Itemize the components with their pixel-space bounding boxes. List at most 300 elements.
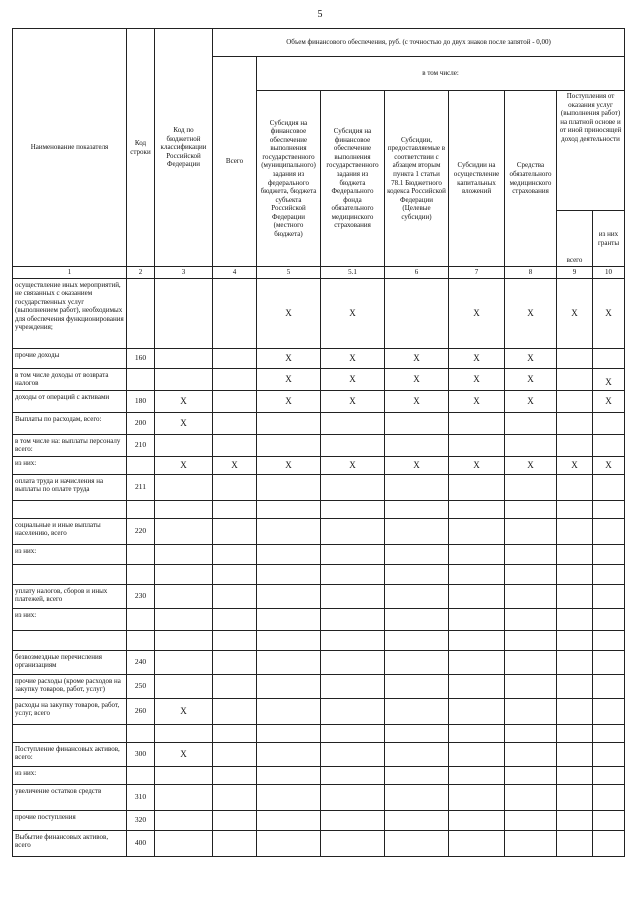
row-code bbox=[127, 278, 155, 348]
table-cell bbox=[557, 412, 593, 434]
table-cell bbox=[505, 810, 557, 830]
x-mark: X bbox=[449, 390, 505, 412]
x-mark: X bbox=[385, 368, 449, 390]
table-cell bbox=[557, 544, 593, 564]
table-cell bbox=[449, 500, 505, 518]
table-cell bbox=[557, 584, 593, 608]
table-cell bbox=[385, 564, 449, 584]
table-cell bbox=[449, 434, 505, 456]
table-cell bbox=[321, 830, 385, 856]
column-number: 5.1 bbox=[321, 267, 385, 279]
row-name: в том числе доходы от возврата налогов bbox=[13, 368, 127, 390]
x-mark: X bbox=[505, 368, 557, 390]
row-name bbox=[13, 500, 127, 518]
table-cell bbox=[321, 742, 385, 766]
table-cell bbox=[449, 650, 505, 674]
table-cell bbox=[593, 584, 625, 608]
table-cell bbox=[385, 810, 449, 830]
table-cell bbox=[321, 650, 385, 674]
row-code: 220 bbox=[127, 518, 155, 544]
table-cell bbox=[505, 474, 557, 500]
table-row bbox=[13, 766, 625, 784]
table-cell bbox=[449, 810, 505, 830]
x-mark: X bbox=[321, 348, 385, 368]
table-row bbox=[13, 434, 625, 456]
table-cell bbox=[385, 784, 449, 810]
x-mark: X bbox=[155, 390, 213, 412]
table-cell bbox=[557, 784, 593, 810]
table-cell bbox=[505, 518, 557, 544]
table-cell bbox=[557, 630, 593, 650]
table-cell bbox=[155, 674, 213, 698]
x-mark: X bbox=[593, 278, 625, 348]
table-cell bbox=[593, 348, 625, 368]
table-cell bbox=[505, 544, 557, 564]
table-cell bbox=[321, 608, 385, 630]
table-cell bbox=[321, 724, 385, 742]
table-cell bbox=[155, 650, 213, 674]
table-row bbox=[13, 456, 625, 474]
table-cell bbox=[505, 674, 557, 698]
table-row bbox=[13, 412, 625, 434]
x-mark: X bbox=[257, 348, 321, 368]
row-name: прочие доходы bbox=[13, 348, 127, 368]
table-row bbox=[13, 650, 625, 674]
table-cell bbox=[449, 564, 505, 584]
table-cell bbox=[385, 698, 449, 724]
table-cell bbox=[449, 474, 505, 500]
row-name bbox=[13, 724, 127, 742]
x-mark: X bbox=[385, 456, 449, 474]
table-cell bbox=[155, 724, 213, 742]
table-cell bbox=[213, 630, 257, 650]
x-mark: X bbox=[449, 456, 505, 474]
table-cell bbox=[385, 412, 449, 434]
row-name: из них: bbox=[13, 608, 127, 630]
table-cell bbox=[505, 742, 557, 766]
x-mark: X bbox=[505, 278, 557, 348]
row-code bbox=[127, 500, 155, 518]
table-cell bbox=[593, 830, 625, 856]
row-code bbox=[127, 630, 155, 650]
row-name: расходы на закупку товаров, работ, услуг, всего bbox=[13, 698, 127, 724]
table-cell bbox=[593, 500, 625, 518]
row-name: увеличение остатков средств bbox=[13, 784, 127, 810]
table-cell bbox=[505, 608, 557, 630]
table-cell bbox=[505, 698, 557, 724]
table-cell bbox=[385, 434, 449, 456]
table-cell bbox=[155, 564, 213, 584]
table-cell bbox=[321, 698, 385, 724]
table-cell bbox=[449, 518, 505, 544]
table-cell bbox=[213, 742, 257, 766]
table-cell bbox=[557, 518, 593, 544]
table-cell bbox=[321, 412, 385, 434]
table-row bbox=[13, 698, 625, 724]
table-cell bbox=[449, 742, 505, 766]
table-cell bbox=[593, 698, 625, 724]
table-cell bbox=[449, 724, 505, 742]
header-oms-funds: Средства обязательного медицинского страхования bbox=[505, 91, 557, 267]
table-cell bbox=[385, 766, 449, 784]
table-cell bbox=[257, 474, 321, 500]
row-name: уплату налогов, сборов и иных платежей, всего bbox=[13, 584, 127, 608]
row-code: 320 bbox=[127, 810, 155, 830]
table-cell bbox=[505, 630, 557, 650]
table-cell bbox=[155, 500, 213, 518]
row-name bbox=[13, 630, 127, 650]
table-cell bbox=[213, 724, 257, 742]
table-cell bbox=[213, 584, 257, 608]
table-row bbox=[13, 742, 625, 766]
x-mark: X bbox=[257, 278, 321, 348]
table-cell bbox=[213, 698, 257, 724]
x-mark: X bbox=[257, 390, 321, 412]
table-cell bbox=[213, 608, 257, 630]
header-subsidy-capital: Субсидии на осуществление капитальных вложений bbox=[449, 91, 505, 267]
row-code bbox=[127, 564, 155, 584]
table-cell bbox=[449, 412, 505, 434]
table-cell bbox=[505, 584, 557, 608]
table-cell bbox=[321, 544, 385, 564]
table-cell bbox=[213, 564, 257, 584]
row-name: в том числе на: выплаты персоналу всего: bbox=[13, 434, 127, 456]
table-cell bbox=[155, 630, 213, 650]
table-cell bbox=[385, 608, 449, 630]
table-cell bbox=[557, 564, 593, 584]
column-number: 8 bbox=[505, 267, 557, 279]
table-cell bbox=[385, 742, 449, 766]
table-cell bbox=[257, 830, 321, 856]
header-total: Всего bbox=[213, 57, 257, 267]
table-cell bbox=[257, 630, 321, 650]
x-mark: X bbox=[321, 368, 385, 390]
table-cell bbox=[557, 724, 593, 742]
x-mark: X bbox=[505, 390, 557, 412]
header-paid-services: Поступления от оказания услуг (выполнения работ) на платной основе и от иной приносящей доход деятельности bbox=[557, 91, 625, 211]
header-subsidy-target: Субсидии, предоставляемые в соответствии с абзацем вторым пункта 1 статьи 78.1 Бюджетного кодекса Российской Федерации (Целевые субсидии) bbox=[385, 91, 449, 267]
table-cell bbox=[321, 434, 385, 456]
table-cell bbox=[257, 742, 321, 766]
row-name bbox=[13, 564, 127, 584]
row-code: 260 bbox=[127, 698, 155, 724]
table-cell bbox=[213, 830, 257, 856]
row-name: прочие поступления bbox=[13, 810, 127, 830]
row-name: из них: bbox=[13, 544, 127, 564]
table-row bbox=[13, 500, 625, 518]
table-cell bbox=[155, 584, 213, 608]
table-cell bbox=[257, 766, 321, 784]
row-code bbox=[127, 544, 155, 564]
row-code bbox=[127, 608, 155, 630]
header-volume: Объем финансового обеспечения, руб. (с точностью до двух знаков после запятой - 0,00) bbox=[213, 29, 625, 57]
row-code: 310 bbox=[127, 784, 155, 810]
table-cell bbox=[213, 278, 257, 348]
x-mark: X bbox=[321, 278, 385, 348]
table-cell bbox=[155, 784, 213, 810]
table-cell bbox=[257, 412, 321, 434]
column-number: 4 bbox=[213, 267, 257, 279]
table-row bbox=[13, 278, 625, 348]
column-number: 9 bbox=[557, 267, 593, 279]
table-row bbox=[13, 630, 625, 650]
x-mark: X bbox=[213, 456, 257, 474]
table-row bbox=[13, 474, 625, 500]
table-cell bbox=[593, 434, 625, 456]
table-cell bbox=[385, 650, 449, 674]
table-cell bbox=[557, 830, 593, 856]
table-cell bbox=[557, 742, 593, 766]
header-subsidy-oms: Субсидия на финансовое обеспечение выполнения государственного задания из бюджета Федерального фонда обязательного медицинского страхования bbox=[321, 91, 385, 267]
table-cell bbox=[449, 608, 505, 630]
row-code bbox=[127, 368, 155, 390]
column-number: 10 bbox=[593, 267, 625, 279]
header-indicator: Наименование показателя bbox=[13, 29, 127, 267]
table-cell bbox=[449, 766, 505, 784]
table-cell bbox=[593, 544, 625, 564]
x-mark: X bbox=[505, 348, 557, 368]
table-cell bbox=[213, 766, 257, 784]
row-name: Выплаты по расходам, всего: bbox=[13, 412, 127, 434]
column-number: 1 bbox=[13, 267, 127, 279]
row-name: социальные и иные выплаты населению, всего bbox=[13, 518, 127, 544]
table-cell bbox=[593, 810, 625, 830]
table-row bbox=[13, 674, 625, 698]
table-cell bbox=[385, 724, 449, 742]
table-cell bbox=[593, 650, 625, 674]
table-cell bbox=[155, 544, 213, 564]
table-cell bbox=[155, 474, 213, 500]
table-cell bbox=[257, 544, 321, 564]
x-mark: X bbox=[557, 278, 593, 348]
table-cell bbox=[155, 608, 213, 630]
row-code: 211 bbox=[127, 474, 155, 500]
table-cell bbox=[321, 784, 385, 810]
table-cell bbox=[213, 412, 257, 434]
table-cell bbox=[449, 674, 505, 698]
table-cell bbox=[155, 368, 213, 390]
x-mark: X bbox=[155, 456, 213, 474]
table-cell bbox=[213, 544, 257, 564]
header-including: в том числе: bbox=[257, 57, 625, 91]
table-cell bbox=[321, 518, 385, 544]
table-cell bbox=[213, 500, 257, 518]
table-cell bbox=[257, 784, 321, 810]
table-cell bbox=[257, 674, 321, 698]
table-cell bbox=[213, 784, 257, 810]
table-cell bbox=[385, 278, 449, 348]
table-cell bbox=[385, 518, 449, 544]
table-cell bbox=[449, 698, 505, 724]
x-mark: X bbox=[155, 742, 213, 766]
table-row bbox=[13, 608, 625, 630]
x-mark: X bbox=[449, 348, 505, 368]
table-cell bbox=[385, 474, 449, 500]
table-cell bbox=[257, 500, 321, 518]
page-number: 5 bbox=[317, 9, 323, 20]
x-mark: X bbox=[593, 390, 625, 412]
table-row bbox=[13, 724, 625, 742]
row-code: 160 bbox=[127, 348, 155, 368]
table-row bbox=[13, 810, 625, 830]
table-cell bbox=[213, 810, 257, 830]
table-row bbox=[13, 784, 625, 810]
row-code: 400 bbox=[127, 830, 155, 856]
x-mark: X bbox=[385, 348, 449, 368]
x-mark: X bbox=[593, 456, 625, 474]
table-cell bbox=[213, 368, 257, 390]
x-mark: X bbox=[257, 368, 321, 390]
table-cell bbox=[557, 608, 593, 630]
table-cell bbox=[155, 830, 213, 856]
table-row bbox=[13, 584, 625, 608]
x-mark: X bbox=[257, 456, 321, 474]
table-cell bbox=[155, 278, 213, 348]
row-name: оплата труда и начисления на выплаты по оплате труда bbox=[13, 474, 127, 500]
column-number: 2 bbox=[127, 267, 155, 279]
row-code: 240 bbox=[127, 650, 155, 674]
table-cell bbox=[505, 500, 557, 518]
column-number: 3 bbox=[155, 267, 213, 279]
table-cell bbox=[321, 766, 385, 784]
header-paid-grants: из них гранты bbox=[593, 211, 625, 267]
table-cell bbox=[155, 518, 213, 544]
table-cell bbox=[557, 674, 593, 698]
table-cell bbox=[593, 674, 625, 698]
row-name: осуществление иных мероприятий, не связанных с оказанием государственных услуг (выполнением работ), необходимых для обеспечения функционирования учреждения; bbox=[13, 278, 127, 348]
table-cell bbox=[257, 564, 321, 584]
table-row bbox=[13, 390, 625, 412]
x-mark: X bbox=[321, 390, 385, 412]
row-name: из них: bbox=[13, 766, 127, 784]
table-cell bbox=[557, 474, 593, 500]
table-cell bbox=[557, 368, 593, 390]
table-cell bbox=[155, 766, 213, 784]
x-mark: X bbox=[449, 278, 505, 348]
table-cell bbox=[505, 434, 557, 456]
row-name: из них: bbox=[13, 456, 127, 474]
row-code: 210 bbox=[127, 434, 155, 456]
table-row bbox=[13, 518, 625, 544]
row-code: 180 bbox=[127, 390, 155, 412]
table-cell bbox=[593, 412, 625, 434]
table-cell bbox=[593, 564, 625, 584]
table-cell bbox=[557, 390, 593, 412]
table-cell bbox=[321, 810, 385, 830]
table-cell bbox=[385, 630, 449, 650]
row-name: прочие расходы (кроме расходов на закупку товаров, работ, услуг) bbox=[13, 674, 127, 698]
table-cell bbox=[557, 810, 593, 830]
table-cell bbox=[385, 674, 449, 698]
table-cell bbox=[593, 724, 625, 742]
row-code: 300 bbox=[127, 742, 155, 766]
table-cell bbox=[155, 434, 213, 456]
column-number: 7 bbox=[449, 267, 505, 279]
table-cell bbox=[593, 608, 625, 630]
table-cell bbox=[257, 608, 321, 630]
table-cell bbox=[449, 544, 505, 564]
table-cell bbox=[321, 500, 385, 518]
table-cell bbox=[385, 544, 449, 564]
table-row bbox=[13, 830, 625, 856]
table-cell bbox=[593, 742, 625, 766]
x-mark: X bbox=[505, 456, 557, 474]
table-cell bbox=[213, 348, 257, 368]
table-cell bbox=[321, 474, 385, 500]
table-cell bbox=[557, 348, 593, 368]
table-cell bbox=[505, 784, 557, 810]
table-cell bbox=[257, 810, 321, 830]
header-bk-code: Код по бюджетной классификации Российской Федерации bbox=[155, 29, 213, 267]
table-cell bbox=[449, 784, 505, 810]
table-cell bbox=[593, 474, 625, 500]
table-cell bbox=[213, 650, 257, 674]
table-cell bbox=[505, 724, 557, 742]
table-cell bbox=[557, 500, 593, 518]
header-subsidy-state-task: Субсидия на финансовое обеспечение выполнения государственного (муниципального) задания из федерального бюджета, бюджета субъекта Российской Федерации (местного бюджета) bbox=[257, 91, 321, 267]
table-cell bbox=[213, 674, 257, 698]
table-cell bbox=[505, 564, 557, 584]
x-mark: X bbox=[385, 390, 449, 412]
table-row bbox=[13, 564, 625, 584]
table-cell bbox=[557, 698, 593, 724]
x-mark: X bbox=[449, 368, 505, 390]
table-cell bbox=[155, 348, 213, 368]
table-cell bbox=[213, 518, 257, 544]
table-row bbox=[13, 544, 625, 564]
table-cell bbox=[321, 674, 385, 698]
row-name: Выбытие финансовых активов, всего bbox=[13, 830, 127, 856]
table-cell bbox=[257, 724, 321, 742]
table-cell bbox=[593, 518, 625, 544]
table-cell bbox=[385, 584, 449, 608]
table-cell bbox=[557, 766, 593, 784]
table-cell bbox=[593, 630, 625, 650]
table-cell bbox=[257, 518, 321, 544]
table-cell bbox=[257, 434, 321, 456]
table-cell bbox=[593, 766, 625, 784]
x-mark: X bbox=[557, 456, 593, 474]
table-cell bbox=[321, 564, 385, 584]
table-cell bbox=[385, 830, 449, 856]
row-name: доходы от операций с активами bbox=[13, 390, 127, 412]
table-cell bbox=[385, 500, 449, 518]
row-code: 230 bbox=[127, 584, 155, 608]
row-name: Поступление финансовых активов, всего: bbox=[13, 742, 127, 766]
table-cell bbox=[449, 584, 505, 608]
table-cell bbox=[557, 650, 593, 674]
table-cell bbox=[505, 830, 557, 856]
header-code: Код строки bbox=[127, 29, 155, 267]
x-mark: X bbox=[155, 412, 213, 434]
column-number: 6 bbox=[385, 267, 449, 279]
row-name: безвозмездные перечисления организациям bbox=[13, 650, 127, 674]
row-code: 250 bbox=[127, 674, 155, 698]
row-code bbox=[127, 724, 155, 742]
table-cell bbox=[213, 390, 257, 412]
table-cell bbox=[593, 784, 625, 810]
table-cell bbox=[321, 584, 385, 608]
x-mark: X bbox=[321, 456, 385, 474]
table-row bbox=[13, 348, 625, 368]
table-cell bbox=[449, 830, 505, 856]
table-cell bbox=[505, 412, 557, 434]
table-cell bbox=[321, 630, 385, 650]
table-cell bbox=[257, 584, 321, 608]
table-row bbox=[13, 368, 625, 390]
table-cell bbox=[213, 434, 257, 456]
row-code bbox=[127, 766, 155, 784]
